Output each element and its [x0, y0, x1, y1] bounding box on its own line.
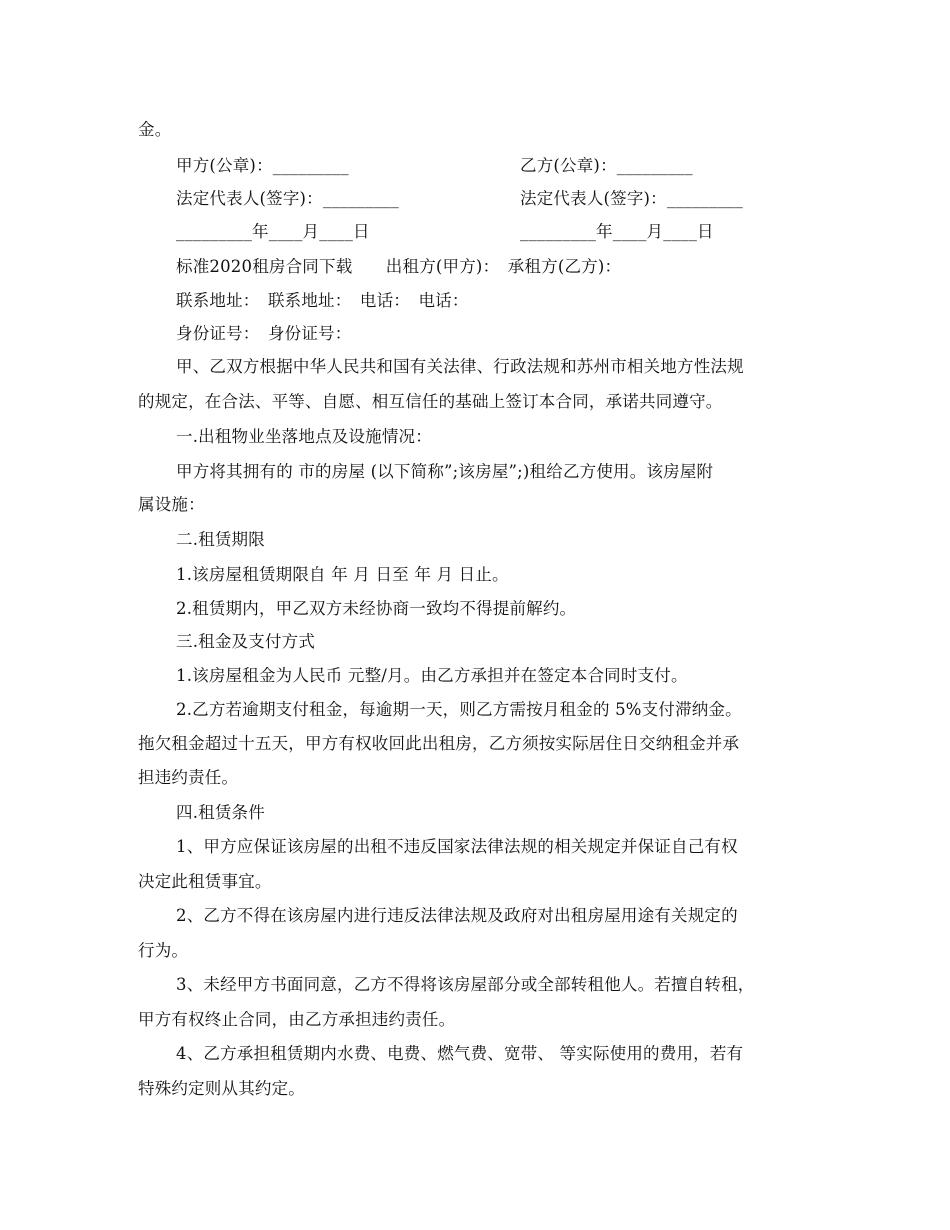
section-2-heading: 二.租赁期限: [176, 530, 265, 549]
party-a-representative-field: 法定代表人(签字)：_________: [176, 189, 399, 208]
section-4-heading: 四.租赁条件: [176, 803, 265, 822]
section-4-item-3-line: 甲方有权终止合同，由乙方承担违约责任。: [138, 1010, 456, 1029]
intro-paragraph-line: 甲、乙双方根据中华人民共和国有关法律、行政法规和苏州市相关地方性法规: [176, 357, 744, 376]
signature-row-date: [176, 220, 818, 244]
party-b-representative-field: 法定代表人(签字)：_________: [520, 189, 743, 208]
section-4-item-3-line: 3、未经甲方书面同意，乙方不得将该房屋部分或全部转租他人。若擅自转租，: [176, 975, 755, 994]
section-3-item-2-line: 拖欠租金超过十五天，甲方有权收回此出租房，乙方须按实际居住日交纳租金并承: [138, 734, 740, 753]
section-4-item-2-line: 2、乙方不得在该房屋内进行违反法律法规及政府对出租房屋用途有关规定的: [176, 906, 738, 925]
section-2-item-1: 1.该房屋租赁期限自 年 月 日至 年 月 日止。: [176, 565, 509, 584]
signature-row-representative: [176, 187, 818, 211]
section-3-heading: 三.租金及支付方式: [176, 632, 316, 651]
section-4-item-4-line: 特殊约定则从其约定。: [138, 1079, 305, 1098]
section-1-paragraph-line: 甲方将其拥有的 市的房屋 (以下简称”;该房屋”;)租给乙方使用。该房屋附: [176, 462, 714, 481]
contact-line: 联系地址： 联系地址： 电话： 电话：: [176, 291, 469, 310]
party-b-date-field: _________年____月____日: [520, 222, 714, 241]
section-3-item-1: 1.该房屋租金为人民币 元整/月。由乙方承担并在签定本合同时支付。: [176, 666, 688, 685]
text-line: 金。: [138, 120, 172, 139]
section-4-item-2-line: 行为。: [138, 941, 189, 960]
intro-paragraph-line: 的规定，在合法、平等、自愿、相互信任的基础上签订本合同，承诺共同遵守。: [138, 392, 723, 411]
section-4-item-4-line: 4、乙方承担租赁期内水费、电费、燃气费、宽带、 等实际使用的费用，若有: [176, 1044, 744, 1063]
section-1-heading: 一.出租物业坐落地点及设施情况：: [176, 427, 432, 446]
contract-title-line: 标准2020租房合同下载 出租方(甲方)： 承租方(乙方)：: [176, 257, 622, 276]
party-a-seal-field: 甲方(公章)：_________: [176, 156, 349, 175]
signature-row-seal: [176, 154, 818, 178]
party-b-seal-field: 乙方(公章)：_________: [520, 156, 693, 175]
section-4-item-1-line: 决定此租赁事宜。: [138, 872, 272, 891]
section-2-item-2: 2.租赁期内，甲乙双方未经协商一致均不得提前解约。: [176, 599, 577, 618]
section-3-item-2-line: 担违约责任。: [138, 768, 239, 787]
party-a-date-field: _________年____月____日: [176, 222, 370, 241]
section-3-item-2-line: 2.乙方若逾期支付租金，每逾期一天，则乙方需按月租金的 5%支付滞纳金。: [176, 700, 742, 719]
section-4-item-1-line: 1、甲方应保证该房屋的出租不违反国家法律法规的相关规定并保证自己有权: [176, 837, 738, 856]
section-1-paragraph-line: 属设施：: [138, 495, 205, 514]
id-number-line: 身份证号： 身份证号：: [176, 324, 352, 343]
